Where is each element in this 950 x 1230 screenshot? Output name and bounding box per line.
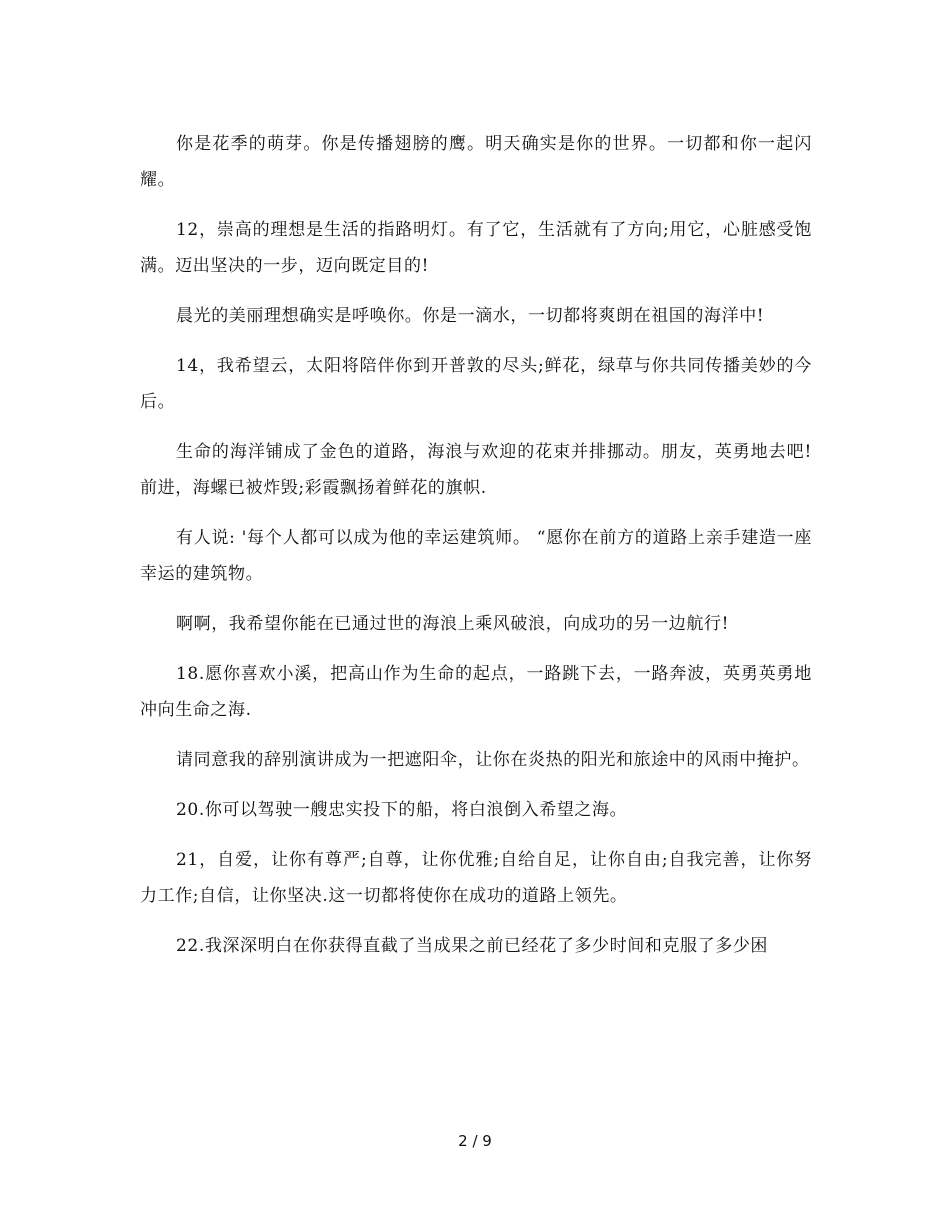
paragraph: 22.我深深明白在你获得直截了当成果之前已经花了多少时间和克服了多少困 [176,936,769,956]
paragraph: 啊啊，我希望你能在已通过世的海浪上乘风破浪，向成功的另一边航行! [176,614,730,634]
paragraph: 14，我希望云，太阳将陪伴你到开普敦的尽头;鲜花，绿草与你共同传播美妙的今后。 [140,356,812,412]
paragraph: 生命的海洋铺成了金色的道路，海浪与欢迎的花束并排挪动。朋友，英勇地去吧! 前进，海螺已被炸毁;彩霞飘扬着鲜花的旗帜. [140,442,812,498]
paragraph: 有人说: '每个人都可以成为他的幸运建筑师。 “愿你在前方的道路上亲手建造一座幸运的建筑物。 [140,528,812,584]
paragraph: 12，崇高的理想是生活的指路明灯。有了它，生活就有了方向;用它，心脏感受饱满。迈出坚决的一步，迈向既定目的! [140,220,812,276]
paragraph: 21，自爱，让你有尊严;自尊，让你优雅;自给自足，让你自由;自我完善，让你努力工作;自信，让你坚决.这一切都将使你在成功的道路上领先。 [140,850,812,906]
paragraph: 18.愿你喜欢小溪，把高山作为生命的起点，一路跳下去，一路奔波，英勇英勇地冲向生命之海. [140,664,812,720]
page-number: 2 / 9 [458,1132,492,1150]
paragraph: 你是花季的萌芽。你是传播翅膀的鹰。明天确实是你的世界。一切都和你一起闪耀。 [140,134,812,190]
paragraph: 20.你可以驾驶一艘忠实投下的船，将白浪倒入希望之海。 [176,800,628,820]
paragraph: 晨光的美丽理想确实是呼唤你。你是一滴水，一切都将爽朗在祖国的海洋中! [176,306,765,326]
paragraph: 请同意我的辞别演讲成为一把遮阳伞，让你在炎热的阳光和旅途中的风雨中掩护。 [176,750,810,770]
document-body [140,126,812,978]
